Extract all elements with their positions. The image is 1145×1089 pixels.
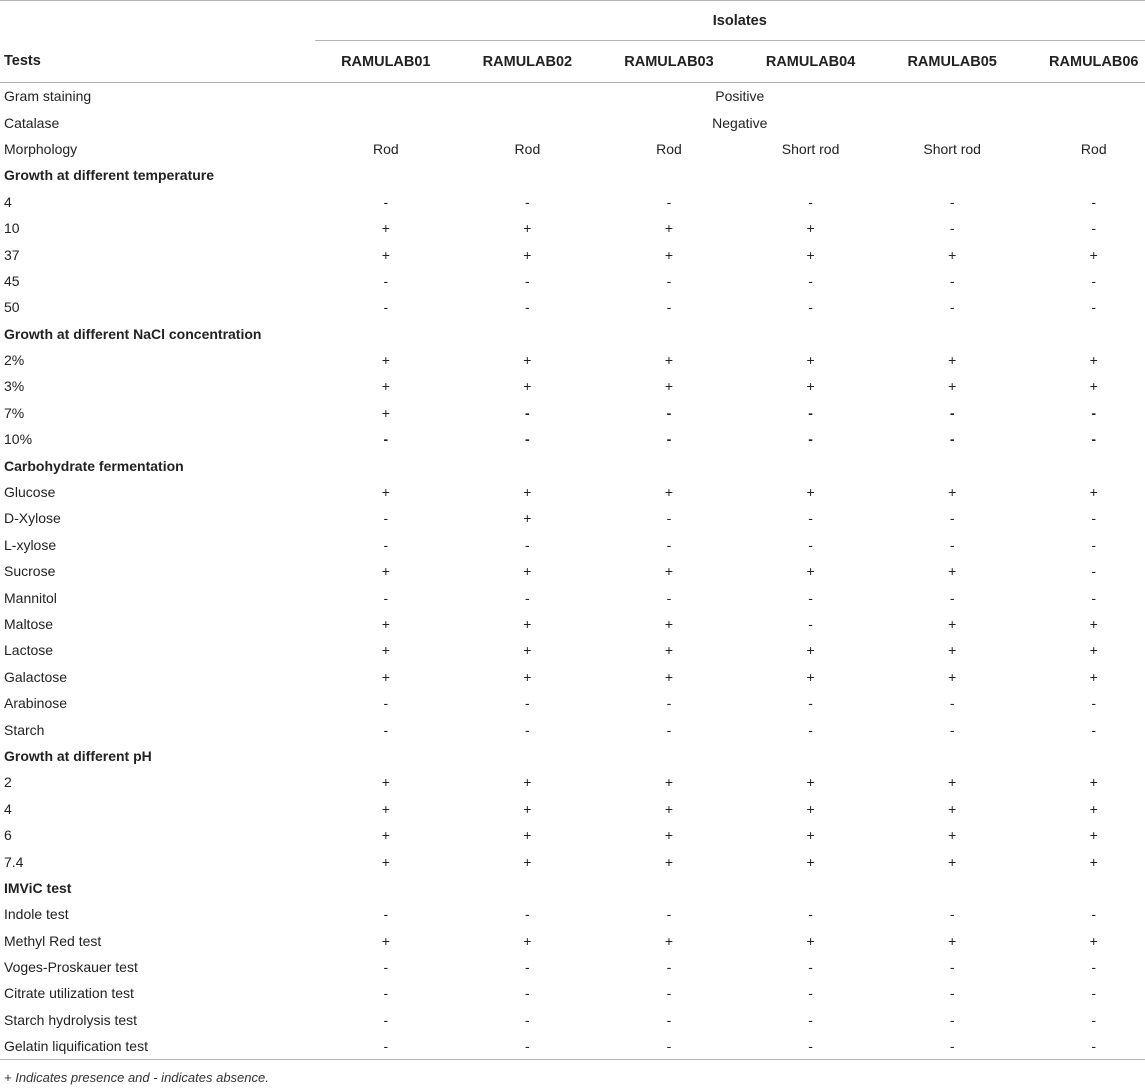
result-cell: Rod (372, 140, 399, 157)
section-blank (315, 452, 1145, 478)
result-cell: - (808, 299, 813, 316)
result-cell: + (1089, 668, 1098, 685)
result-cell: + (523, 827, 532, 844)
result-cell: - (949, 510, 955, 527)
table-row (0, 426, 1145, 452)
result-cell: + (523, 853, 532, 870)
table-row (0, 505, 1145, 531)
result-cell: - (383, 193, 389, 210)
result-cell: - (808, 695, 813, 712)
test-label: Glucose (4, 484, 56, 501)
test-label: 37 (4, 246, 20, 263)
result-cell: - (383, 695, 389, 712)
result-cell: Short rod (923, 140, 981, 157)
result-cell: + (948, 827, 957, 844)
result-cell: - (949, 959, 955, 976)
table-row (0, 347, 1145, 373)
result-cell: - (525, 272, 530, 289)
result-cell: - (315, 1033, 457, 1060)
result-cell: + (664, 774, 674, 791)
result-cell: - (881, 1033, 1023, 1060)
test-label: Citrate utilization test (4, 985, 134, 1002)
test-label: 10 (4, 220, 20, 237)
result-cell: - (666, 431, 672, 448)
test-label: Sucrose (4, 563, 56, 580)
test-label: Arabinose (4, 695, 68, 712)
result-cell: + (523, 220, 532, 237)
result-cell: + (381, 932, 390, 949)
result-cell: + (523, 484, 532, 501)
result-cell: - (1091, 404, 1097, 421)
section-blank (315, 162, 1145, 188)
result-cell: - (808, 959, 813, 976)
result-cell: + (806, 484, 815, 501)
result-cell: - (666, 589, 672, 606)
result-cell: - (808, 721, 813, 738)
result-cell: + (381, 642, 390, 659)
result-cell: - (1091, 431, 1097, 448)
result-cell: + (1089, 352, 1098, 369)
result-cell: - (666, 193, 672, 210)
isolate-header: RAMULAB04 (740, 41, 882, 83)
result-cell: - (598, 1033, 740, 1060)
result-cell: - (525, 906, 530, 923)
table-row (0, 901, 1145, 927)
result-cell: - (383, 272, 389, 289)
result-cell: + (381, 352, 390, 369)
table-row (0, 109, 1145, 135)
test-label: L-xylose (4, 536, 57, 553)
test-label: 50 (4, 299, 20, 316)
table-row (0, 716, 1145, 742)
result-cell: + (806, 352, 815, 369)
result-cell: + (806, 642, 815, 659)
result-cell: + (948, 774, 957, 791)
test-label: 4 (4, 193, 12, 210)
test-label: Galactose (4, 668, 68, 685)
result-cell: + (664, 932, 674, 949)
result-cell: - (1091, 959, 1097, 976)
result-cell: + (806, 378, 815, 395)
test-label: Morphology (4, 140, 78, 157)
result-cell: + (664, 484, 674, 501)
result-cell: - (808, 193, 813, 210)
result-cell: + (1089, 827, 1098, 844)
result-cell: + (523, 932, 532, 949)
table-row (0, 189, 1145, 215)
section-label: Carbohydrate fermentation (4, 457, 184, 474)
table-row (0, 532, 1145, 558)
result-cell: + (381, 563, 390, 580)
result-cell: + (664, 563, 674, 580)
isolate-header: RAMULAB01 (315, 41, 457, 83)
result-cell: - (808, 431, 813, 448)
result-cell: - (525, 431, 530, 448)
result-cell: - (1091, 510, 1097, 527)
test-label: Catalase (4, 114, 60, 131)
result-cell: - (949, 985, 955, 1002)
result-cell: + (381, 246, 390, 263)
result-cell: - (949, 431, 955, 448)
result-cell: + (948, 642, 957, 659)
result-cell: + (948, 800, 957, 817)
result-cell: + (1089, 774, 1098, 791)
test-label: 3% (4, 378, 25, 395)
result-cell: - (666, 510, 672, 527)
result-cell: - (1091, 299, 1097, 316)
table-row (0, 1033, 1145, 1060)
table-row (0, 796, 1145, 822)
result-cell: + (381, 220, 390, 237)
section-blank (315, 321, 1145, 347)
result-cell: + (664, 246, 674, 263)
section-row (0, 162, 1145, 188)
result-cell: - (666, 1011, 672, 1028)
result-cell: - (808, 589, 813, 606)
result-cell: - (949, 721, 955, 738)
section-row (0, 743, 1145, 769)
table-row (0, 373, 1145, 399)
table-row (0, 980, 1145, 1006)
isolate-header: RAMULAB03 (598, 41, 740, 83)
test-label: Gram staining (4, 88, 92, 105)
result-cell: - (808, 272, 813, 289)
result-cell: - (383, 1011, 389, 1028)
table-row (0, 215, 1145, 241)
result-cell: + (948, 853, 957, 870)
result-cell: + (381, 378, 390, 395)
result-cell: - (808, 510, 813, 527)
table-row (0, 690, 1145, 716)
result-cell: + (381, 774, 390, 791)
section-blank (315, 875, 1145, 901)
result-cell: + (1089, 246, 1098, 263)
result-cell: + (1089, 484, 1098, 501)
result-cell: + (1089, 932, 1098, 949)
result-cell: - (1091, 906, 1097, 923)
result-cell: + (381, 668, 390, 685)
result-cell: - (383, 510, 389, 527)
result-cell: Rod (656, 140, 682, 157)
table-row (0, 848, 1145, 874)
table-row (0, 400, 1145, 426)
table-header (0, 1, 1145, 83)
section-row (0, 321, 1145, 347)
result-cell: + (523, 378, 532, 395)
result-cell: - (383, 906, 389, 923)
result-cell: + (806, 827, 815, 844)
test-label: 4 (4, 800, 12, 817)
result-cell: + (664, 616, 674, 632)
result-cell: + (1089, 642, 1098, 659)
test-label: Methyl Red test (4, 932, 102, 949)
result-cell: - (740, 1033, 882, 1060)
table-row (0, 268, 1145, 294)
table-row (0, 954, 1145, 980)
table-row (0, 611, 1145, 637)
result-cell: - (949, 272, 955, 289)
result-cell: - (383, 431, 389, 448)
result-cell: - (1091, 589, 1097, 606)
test-label: Starch hydrolysis test (4, 1011, 138, 1028)
result-cell: + (948, 378, 957, 395)
result-cell: - (808, 404, 813, 421)
result-cell: - (525, 193, 530, 210)
result-cell: - (949, 695, 955, 712)
result-cell: + (523, 352, 532, 369)
table-row (0, 928, 1145, 954)
result-cell: + (523, 616, 532, 632)
result-cell: + (381, 404, 390, 421)
result-cell: - (1091, 695, 1097, 712)
test-label: 2% (4, 352, 25, 369)
section-row (0, 452, 1145, 478)
result-cell: + (664, 642, 674, 659)
result-cell: + (1089, 853, 1098, 870)
result-cell: + (664, 800, 674, 817)
result-cell: - (1091, 721, 1097, 738)
table-row (0, 83, 1145, 110)
result-cell: - (808, 985, 813, 1002)
result-cell: - (1091, 536, 1097, 553)
result-cell: - (666, 404, 672, 421)
table-row (0, 822, 1145, 848)
section-label: IMViC test (4, 879, 72, 896)
test-label: Mannitol (4, 589, 57, 606)
result-cell: + (806, 932, 815, 949)
result-cell: + (1089, 378, 1098, 395)
isolates-header: Isolates (315, 1, 1145, 41)
result-cell: - (949, 193, 955, 210)
result-cell: - (383, 959, 389, 976)
result-cell: + (664, 827, 674, 844)
result-cell: - (808, 906, 813, 923)
section-row (0, 875, 1145, 901)
result-cell: + (1089, 616, 1098, 632)
table-row (0, 294, 1145, 320)
result-cell: - (666, 959, 672, 976)
result-cell: + (948, 352, 957, 369)
result-cell: + (664, 853, 674, 870)
result-cell: - (949, 299, 955, 316)
result-cell: + (523, 800, 532, 817)
result-cell: + (523, 774, 532, 791)
result-cell: + (523, 510, 532, 527)
result-cell: - (1091, 220, 1097, 237)
result-cell: - (525, 985, 530, 1002)
section-label: Growth at different pH (4, 747, 152, 764)
result-cell: - (1091, 272, 1097, 289)
result-cell: - (525, 1011, 530, 1028)
table-row (0, 664, 1145, 690)
isolate-header: RAMULAB02 (457, 41, 599, 83)
result-cell: - (1091, 1011, 1097, 1028)
result-cell: + (806, 800, 815, 817)
section-label: Growth at different temperature (4, 167, 215, 184)
result-cell: + (381, 853, 390, 870)
all-isolates-result: Positive (715, 88, 765, 105)
result-cell: - (525, 404, 530, 421)
result-cell: - (666, 299, 672, 316)
result-cell: - (666, 906, 672, 923)
result-cell: - (666, 695, 672, 712)
result-cell: + (806, 563, 815, 580)
result-cell: - (949, 404, 955, 421)
test-label: 45 (4, 272, 20, 289)
result-cell: - (525, 721, 530, 738)
result-cell: - (949, 536, 955, 553)
result-cell: - (525, 536, 530, 553)
result-cell: + (948, 668, 957, 685)
table-row (0, 136, 1145, 162)
result-cell: + (381, 800, 390, 817)
result-cell: - (383, 721, 389, 738)
test-label: Starch (4, 721, 45, 738)
result-cell: - (1091, 985, 1097, 1002)
result-cell: - (949, 906, 955, 923)
test-label: 10% (4, 431, 33, 448)
result-cell: - (666, 536, 672, 553)
result-cell: + (523, 563, 532, 580)
result-cell: Rod (1080, 140, 1107, 157)
result-cell: - (949, 220, 955, 237)
result-cell: - (525, 959, 530, 976)
table-row (0, 769, 1145, 795)
tests-header: Tests (0, 41, 315, 83)
test-label: Gelatin liquification test (0, 1033, 315, 1060)
result-cell: - (808, 616, 813, 632)
isolate-header: RAMULAB06 (1023, 41, 1145, 83)
isolate-header: RAMULAB05 (881, 41, 1023, 83)
result-cell: + (948, 563, 957, 580)
table-row (0, 479, 1145, 505)
test-label: Lactose (4, 642, 54, 659)
result-cell: - (808, 536, 813, 553)
result-cell: - (666, 272, 672, 289)
result-cell: + (523, 642, 532, 659)
result-cell: - (666, 985, 672, 1002)
result-cell: + (806, 668, 815, 685)
result-cell: - (457, 1033, 599, 1060)
result-cell: + (381, 484, 390, 501)
result-cell: + (806, 246, 815, 263)
result-cell: + (948, 932, 957, 949)
result-cell: + (948, 616, 957, 632)
result-cell: + (523, 246, 532, 263)
result-cell: + (948, 484, 957, 501)
all-isolates-result: Negative (712, 114, 768, 131)
section-label: Growth at different NaCl concentration (4, 325, 262, 342)
result-cell: + (948, 246, 957, 263)
test-label: D-Xylose (4, 510, 61, 527)
table-row (0, 1007, 1145, 1033)
test-label: Indole test (4, 906, 69, 923)
table-footnote: + Indicates presence and - indicates absence. (4, 1070, 269, 1085)
result-cell: - (383, 985, 389, 1002)
result-cell: + (806, 774, 815, 791)
test-label: Voges-Proskauer test (4, 959, 138, 976)
result-cell: + (664, 220, 674, 237)
result-cell: - (949, 1011, 955, 1028)
result-cell: + (664, 668, 674, 685)
result-cell: + (523, 668, 532, 685)
result-cell: - (949, 589, 955, 606)
result-cell: - (1091, 193, 1097, 210)
result-cell: + (806, 220, 815, 237)
test-label: 7% (4, 404, 25, 421)
result-cell: + (664, 352, 674, 369)
table-row (0, 241, 1145, 267)
test-label: Maltose (4, 616, 54, 632)
test-label: 2 (4, 774, 12, 791)
result-cell: + (664, 378, 674, 395)
test-label: 6 (4, 827, 12, 844)
section-blank (315, 743, 1145, 769)
result-cell: - (525, 695, 530, 712)
result-cell: - (1091, 563, 1097, 580)
result-cell: - (383, 299, 389, 316)
result-cell: Short rod (781, 140, 840, 157)
result-cell: - (525, 299, 530, 316)
result-cell: - (383, 536, 389, 553)
result-cell: + (1089, 800, 1098, 817)
table-body (0, 83, 1145, 1060)
result-cell: - (666, 721, 672, 738)
result-cell: - (525, 589, 530, 606)
result-cell: - (1023, 1033, 1145, 1060)
result-cell: + (381, 827, 390, 844)
result-cell: - (808, 1011, 813, 1028)
table-row (0, 637, 1145, 663)
result-cell: Rod (514, 140, 541, 157)
result-cell: + (806, 853, 815, 870)
table-row (0, 558, 1145, 584)
test-label: 7.4 (4, 853, 24, 870)
result-cell: + (381, 616, 390, 632)
table-row (0, 584, 1145, 610)
header-blank (0, 1, 315, 41)
result-cell: - (383, 589, 389, 606)
